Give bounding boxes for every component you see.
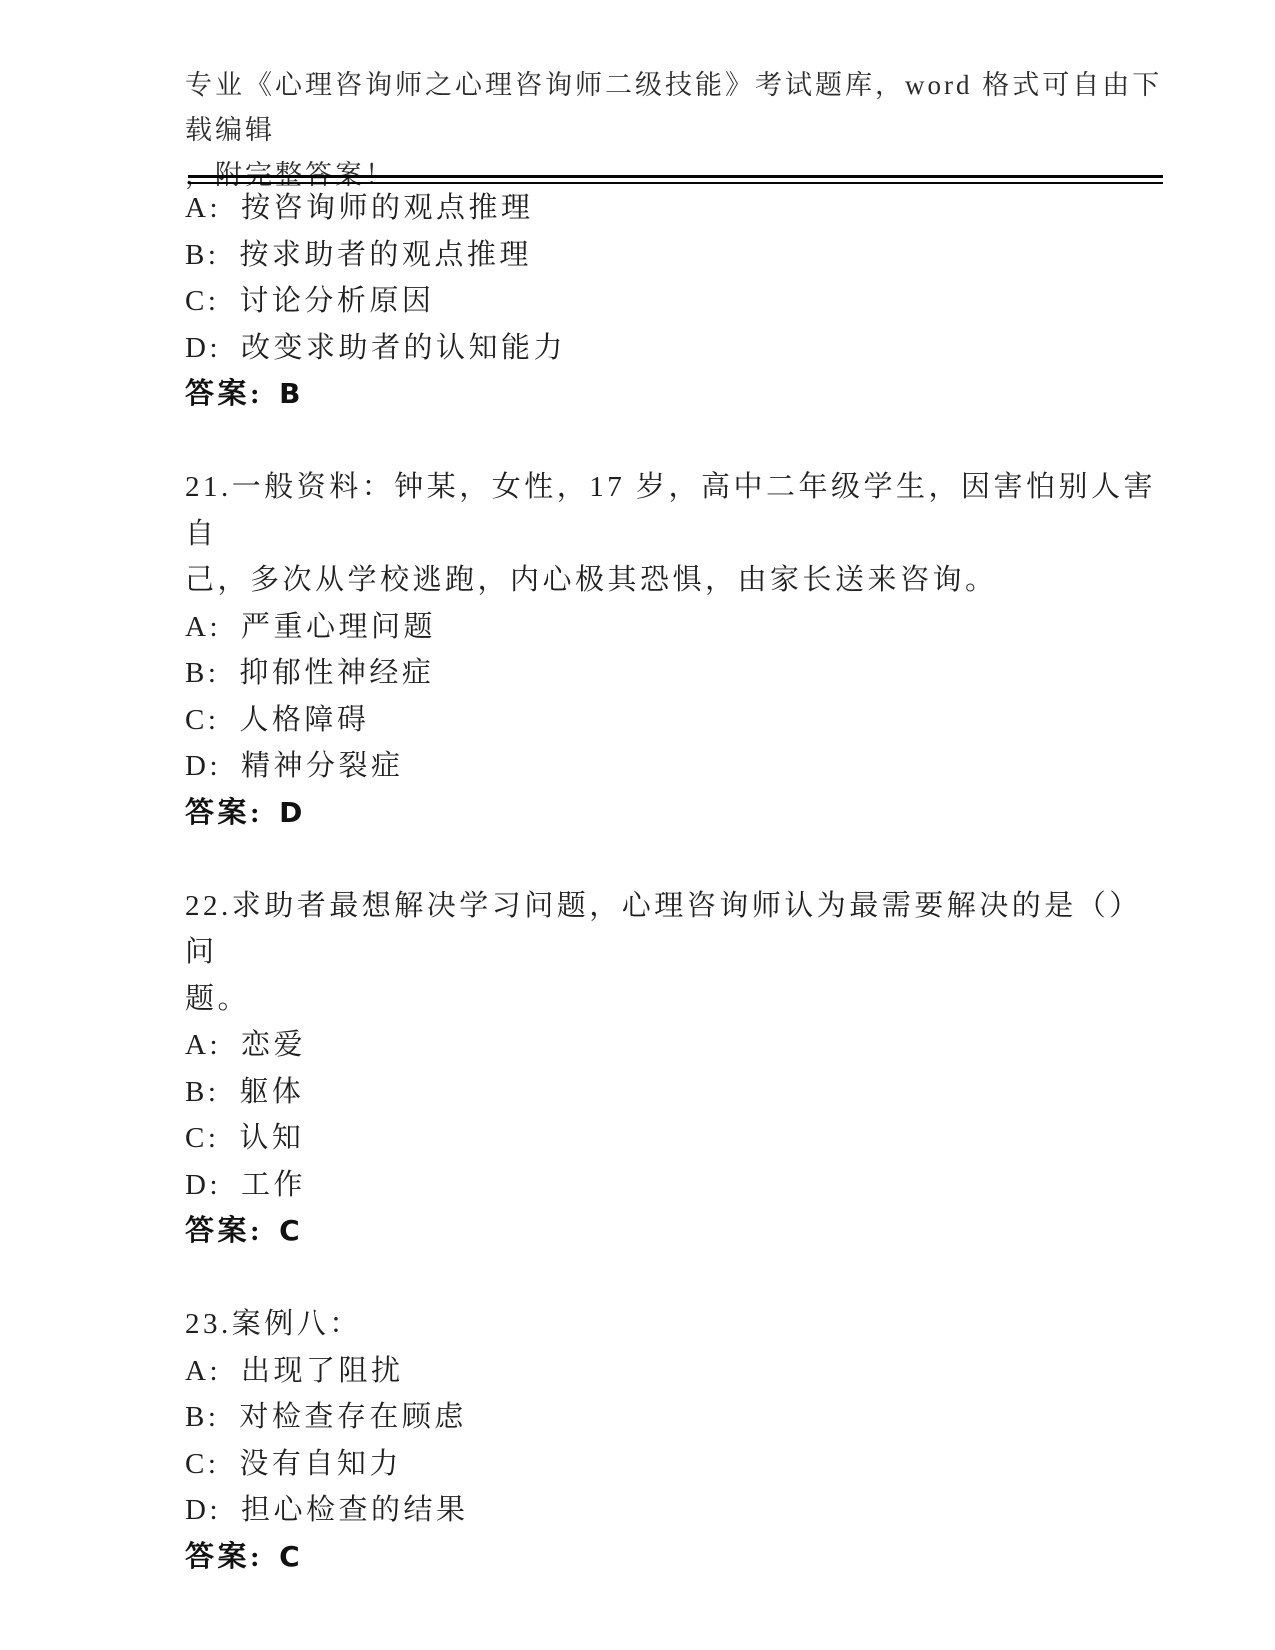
option-row	[185, 1348, 1170, 1395]
option-text: 按咨询师的观点推理	[241, 192, 534, 224]
question-text-line: 23.案例八：	[185, 1308, 362, 1340]
answer-line	[185, 1534, 1170, 1581]
answer-line	[185, 371, 1170, 418]
question-block	[185, 883, 1170, 1255]
option-text: 没有自知力	[239, 1447, 402, 1480]
question-blocks	[185, 185, 1170, 1580]
option-label: C:	[185, 285, 220, 317]
option-row	[185, 1115, 1170, 1162]
option-label: B:	[185, 657, 220, 689]
option-row	[185, 1487, 1170, 1534]
option-row	[185, 743, 1170, 790]
option-text: 工作	[241, 1168, 307, 1201]
option-label: C:	[185, 1122, 220, 1154]
option-row	[185, 232, 1170, 279]
option-row	[185, 697, 1170, 744]
option-text: 躯体	[239, 1075, 305, 1108]
header-line-2: ，附完整答案！	[185, 160, 395, 190]
option-label: B:	[185, 1401, 220, 1433]
option-text: 担心检查的结果	[241, 1494, 469, 1526]
option-text: 人格障碍	[239, 703, 370, 736]
option-row	[185, 604, 1170, 651]
answer-prefix: 答案:	[185, 796, 264, 829]
option-row	[185, 325, 1170, 372]
option-label: D:	[185, 750, 221, 782]
option-text: 认知	[239, 1122, 305, 1154]
option-label: A:	[185, 1029, 221, 1061]
option-text: 按求助者的观点推理	[239, 238, 532, 271]
option-row	[185, 1022, 1170, 1069]
option-label: B:	[185, 238, 220, 271]
question-text-line: 21.一般资料：钟某，女性，17 岁，高中二年级学生，因害怕别人害自	[185, 471, 1157, 550]
question-block	[185, 464, 1170, 836]
option-row	[185, 1069, 1170, 1116]
option-text: 讨论分析原因	[239, 285, 435, 317]
question-text-line: 己，多次从学校逃跑，内心极其恐惧，由家长送来咨询。	[185, 564, 998, 596]
option-row	[185, 1394, 1170, 1441]
option-label: D:	[185, 1494, 221, 1526]
answer-value: C	[279, 1214, 304, 1247]
option-label: A:	[185, 610, 221, 643]
option-label: B:	[185, 1075, 220, 1108]
answer-prefix: 答案:	[185, 1215, 264, 1247]
option-label: A:	[185, 1354, 221, 1387]
option-text: 严重心理问题	[241, 610, 437, 643]
option-label: C:	[185, 703, 220, 736]
option-row	[185, 185, 1170, 232]
answer-value: B	[279, 377, 305, 410]
option-label: D:	[185, 1168, 221, 1201]
header-line-1: 专业《心理咨询师之心理咨询师二级技能》考试题库，word 格式可自由下载编辑	[185, 70, 1163, 145]
option-text: 抑郁性神经症	[239, 657, 435, 689]
option-text: 精神分裂症	[241, 750, 404, 782]
option-row	[185, 1441, 1170, 1488]
answer-line	[185, 1208, 1170, 1255]
answer-value: C	[279, 1539, 304, 1573]
option-text: 改变求助者的认知能力	[241, 331, 567, 364]
answer-line	[185, 790, 1170, 837]
option-label: D:	[185, 331, 221, 364]
question-text-line: 22.求助者最想解决学习问题，心理咨询师认为最需要解决的是（）问	[185, 889, 1142, 968]
option-label: C:	[185, 1447, 220, 1480]
option-text: 出现了阻扰	[241, 1354, 404, 1387]
question-block	[185, 185, 1170, 418]
option-text: 对检查存在顾虑	[239, 1401, 467, 1433]
option-row	[185, 650, 1170, 697]
answer-prefix: 答案:	[185, 378, 264, 410]
answer-value: D	[279, 795, 306, 829]
option-text: 恋爱	[241, 1029, 307, 1061]
answer-prefix: 答案:	[185, 1540, 264, 1573]
option-row	[185, 278, 1170, 325]
option-label: A:	[185, 192, 221, 224]
question-text-line: 题。	[185, 982, 251, 1015]
header-double-rule	[188, 175, 1163, 184]
option-row	[185, 1162, 1170, 1209]
question-block	[185, 1301, 1170, 1580]
